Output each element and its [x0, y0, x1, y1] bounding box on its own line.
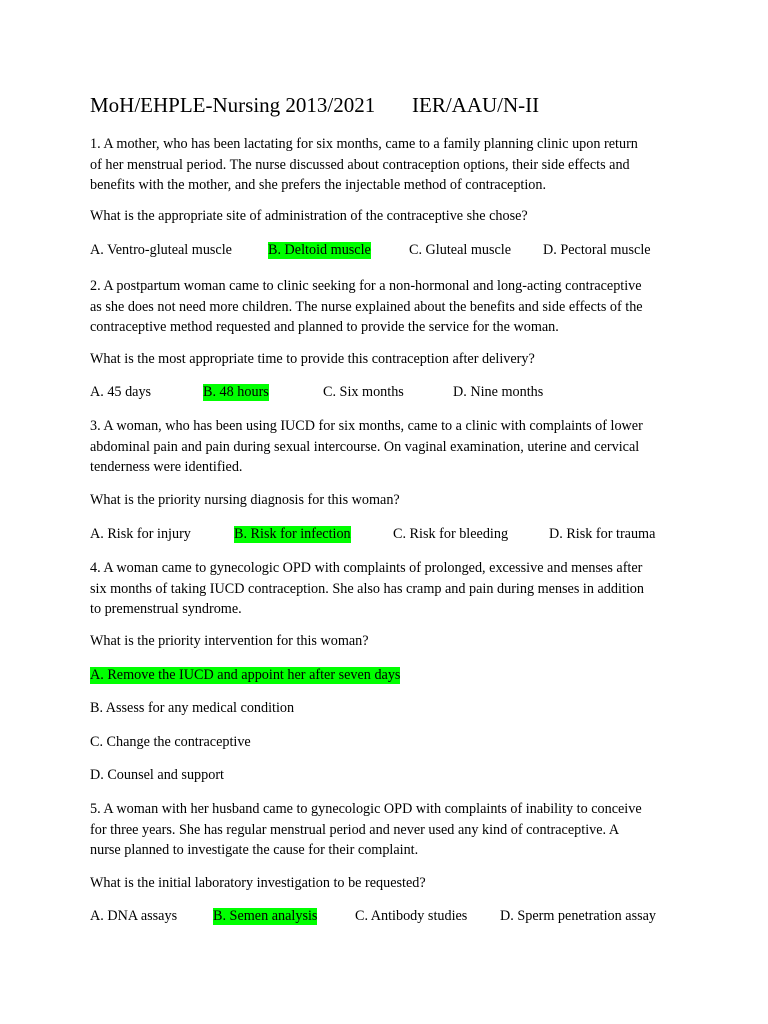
q1-option-d: D. Pectoral muscle	[543, 242, 651, 258]
q4-stem-line: six months of taking IUCD contraception. She also has cramp and pain during menses in addition	[90, 580, 644, 597]
q2-option-a: A. 45 days	[90, 384, 152, 400]
q5-stem-line: nurse planned to investigate the cause for their complaint.	[90, 842, 419, 858]
q2-option-d: D. Nine months	[453, 384, 544, 400]
q3-stem-line: 3. A woman, who has been using IUCD for six months, came to a clinic with complaints of lower	[90, 418, 643, 434]
q5-option-b-highlighted: B. Semen analysis	[213, 908, 318, 924]
q4-option-a-highlighted: A. Remove the IUCD and appoint her after seven days	[90, 667, 401, 683]
q2-stem	[90, 276, 690, 338]
q4-stem-line: 4. A woman came to gynecologic OPD with complaints of prolonged, excessive and menses after	[90, 560, 643, 576]
q4-option-d: D. Counsel and support	[90, 767, 224, 783]
q1-stem-line: 1. A mother, who has been lactating for six months, came to a family planning clinic upon return	[90, 136, 638, 152]
q2-question: What is the most appropriate time to provide this contraception after delivery?	[90, 351, 535, 367]
q3-option-c: C. Risk for bleeding	[393, 526, 509, 542]
q2-stem-line: 2. A postpartum woman came to clinic seeking for a non-hormonal and long-acting contraceptive	[90, 278, 642, 294]
q1-stem-line: of her menstrual period. The nurse discussed about contraception options, their side effects and	[90, 156, 630, 173]
q3-option-b-highlighted: B. Risk for infection	[234, 526, 351, 542]
q5-option-d: D. Sperm penetration assay	[500, 908, 657, 924]
q5-stem-line: 5. A woman with her husband came to gynecologic OPD with complaints of inability to conceive	[90, 801, 642, 817]
q5-option-c: C. Antibody studies	[355, 908, 468, 924]
q5-stem	[90, 799, 690, 861]
q2-option-b-highlighted: B. 48 hours	[203, 384, 269, 400]
q2-option-c: C. Six months	[323, 384, 404, 400]
q4-stem	[90, 558, 690, 620]
q5-question: What is the initial laboratory investigation to be requested?	[90, 875, 426, 891]
q4-stem-line: to premenstrual syndrome.	[90, 601, 242, 617]
q4-option-c: C. Change the contraceptive	[90, 734, 251, 750]
q3-option-d: D. Risk for trauma	[549, 526, 656, 542]
q3-stem	[90, 416, 690, 478]
q1-stem	[90, 134, 690, 196]
q1-option-b-highlighted: B. Deltoid muscle	[268, 242, 371, 258]
q4-question: What is the priority intervention for this woman?	[90, 633, 369, 649]
q4-option-b: B. Assess for any medical condition	[90, 700, 295, 716]
q5-stem-line: for three years. She has regular menstrual period and never used any kind of contraceptive. A	[90, 821, 620, 838]
q3-stem-line: abdominal pain and pain during sexual intercourse. On vaginal examination, uterine and cervical	[90, 438, 640, 455]
q2-stem-line: contraceptive method requested and planned to provide the service for the woman.	[90, 319, 559, 335]
q2-stem-line: as she does not need more children. The nurse explained about the benefits and side effects of the	[90, 298, 643, 315]
q5-option-a: A. DNA assays	[90, 908, 178, 924]
q3-question: What is the priority nursing diagnosis for this woman?	[90, 492, 400, 508]
q3-stem-line: tenderness were identified.	[90, 459, 243, 475]
q1-stem-line: benefits with the mother, and she prefers the injectable method of contraception.	[90, 177, 547, 193]
page-title: MoH/EHPLE-Nursing 2013/2021 IER/AAU/N-II	[90, 93, 540, 117]
q1-option-a: A. Ventro-gluteal muscle	[90, 242, 232, 258]
q3-option-a: A. Risk for injury	[90, 526, 191, 542]
q1-question: What is the appropriate site of administration of the contraceptive she chose?	[90, 208, 528, 224]
q1-option-c: C. Gluteal muscle	[409, 242, 512, 258]
